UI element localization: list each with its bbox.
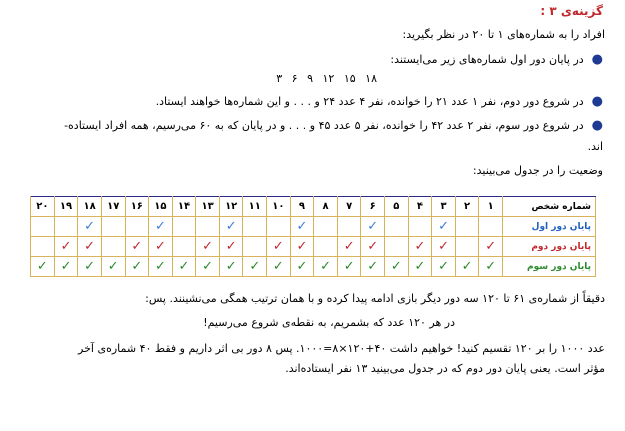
table-row bbox=[31, 217, 596, 237]
checkmark-icon: ✓ bbox=[84, 259, 96, 274]
person-number-cell: ۵ bbox=[385, 197, 409, 217]
status-cell bbox=[408, 257, 432, 277]
person-number-cell: ۱۳ bbox=[196, 197, 220, 217]
status-cell bbox=[479, 237, 503, 257]
table-intro-text: وضعیت را در جدول می‌بینید: bbox=[472, 164, 603, 177]
checkmark-icon: ✓ bbox=[225, 259, 237, 274]
checkmark-icon: ✓ bbox=[343, 239, 355, 254]
row-label-cell: پایان دور دوم bbox=[503, 237, 596, 257]
bullet-round-2 bbox=[156, 94, 603, 109]
checkmark-icon: ✓ bbox=[60, 239, 72, 254]
checkmark-icon: ✓ bbox=[390, 259, 402, 274]
row-label-cell: پایان دور سوم bbox=[503, 257, 596, 277]
person-number-cell: ۱۷ bbox=[101, 197, 125, 217]
status-cell bbox=[31, 217, 55, 237]
status-cell bbox=[385, 217, 409, 237]
checkmark-icon: ✓ bbox=[367, 259, 379, 274]
status-cell bbox=[314, 217, 338, 237]
checkmark-icon: ✓ bbox=[154, 259, 166, 274]
bullet-round-1 bbox=[390, 52, 603, 67]
checkmark-icon: ✓ bbox=[438, 239, 449, 254]
checkmark-icon: ✓ bbox=[485, 259, 497, 274]
checkmark-icon: ✓ bbox=[272, 259, 284, 274]
status-cell bbox=[455, 217, 479, 237]
status-cell bbox=[219, 217, 243, 237]
status-cell bbox=[243, 237, 267, 257]
status-cell bbox=[243, 217, 267, 237]
checkmark-icon: ✓ bbox=[343, 259, 355, 274]
status-cell bbox=[172, 257, 196, 277]
table-header-row bbox=[31, 197, 596, 217]
checkmark-icon: ✓ bbox=[36, 259, 48, 274]
checkmark-icon: ✓ bbox=[414, 239, 426, 254]
person-number-cell: ۱۰ bbox=[267, 197, 291, 217]
status-cell bbox=[290, 217, 314, 237]
status-cell bbox=[101, 237, 125, 257]
status-cell bbox=[455, 237, 479, 257]
bullet-round-3-continuation: اند. bbox=[587, 140, 603, 153]
paragraph-1: دقیقاً از شماره‌ی ۶۱ تا ۱۲۰ سه دور دیگر بازی ادامه پیدا کرده و با همان ترتیب همگی می‌نشینند. پس: bbox=[145, 292, 605, 305]
checkmark-icon: ✓ bbox=[131, 239, 143, 254]
person-number-cell: ۶ bbox=[361, 197, 385, 217]
person-number-cell: ۱ bbox=[479, 197, 503, 217]
checkmark-icon: ✓ bbox=[296, 259, 308, 274]
person-number-cell: ۱۱ bbox=[243, 197, 267, 217]
checkmark-icon: ✓ bbox=[107, 259, 119, 274]
row-label-cell: پایان دور اول bbox=[503, 217, 596, 237]
status-cell bbox=[101, 217, 125, 237]
status-cell bbox=[455, 257, 479, 277]
person-number-cell: ۳ bbox=[432, 197, 456, 217]
status-cell bbox=[314, 257, 338, 277]
status-cell bbox=[314, 237, 338, 257]
status-cell bbox=[361, 217, 385, 237]
status-cell bbox=[78, 257, 102, 277]
status-cell bbox=[290, 257, 314, 277]
header-label-cell: شماره شخص bbox=[503, 197, 596, 217]
person-number-cell: ۸ bbox=[314, 197, 338, 217]
status-cell bbox=[149, 237, 173, 257]
person-number-cell: ۱۴ bbox=[172, 197, 196, 217]
checkmark-icon: ✓ bbox=[367, 219, 379, 234]
checkmark-icon: ✓ bbox=[461, 259, 473, 274]
checkmark-icon: ✓ bbox=[296, 239, 308, 254]
person-number-cell: ۱۵ bbox=[149, 197, 173, 217]
status-cell bbox=[479, 257, 503, 277]
person-number-cell: ۱۲ bbox=[219, 197, 243, 217]
status-cell bbox=[54, 237, 78, 257]
table-row bbox=[31, 237, 596, 257]
status-cell bbox=[78, 237, 102, 257]
checkmark-icon: ✓ bbox=[225, 239, 237, 254]
paragraph-3: عدد ۱۰۰۰ را بر ۱۲۰ تقسیم کنید! خواهیم داشت ۴۰+۱۲۰×۸=۱۰۰۰. پس ۸ دور بی اثر داریم و فقط ۴۰ شماره‌ی آخر bbox=[78, 342, 605, 355]
checkmark-icon: ✓ bbox=[84, 219, 96, 234]
status-cell bbox=[337, 217, 361, 237]
person-number-cell: ۱۹ bbox=[54, 197, 78, 217]
checkmark-icon: ✓ bbox=[438, 259, 449, 274]
status-cell bbox=[290, 237, 314, 257]
bullet-text: در شروع دور سوم، نفر ۲ عدد ۴۲ را خوانده، نفر ۵ عدد ۴۵ و . . . و در پایان که به ۶۰ می‌رسیم، همه افراد ایستاده- bbox=[64, 119, 584, 132]
checkmark-icon: ✓ bbox=[485, 239, 497, 254]
bullet-dot-icon: ● bbox=[591, 52, 603, 67]
status-cell bbox=[432, 237, 456, 257]
status-cell bbox=[385, 257, 409, 277]
answer-option-heading: گزینه‌ی ۳ : bbox=[540, 4, 603, 18]
checkmark-icon: ✓ bbox=[438, 219, 449, 234]
table-row bbox=[31, 257, 596, 277]
checkmark-icon: ✓ bbox=[178, 259, 190, 274]
paragraph-2: در هر ۱۲۰ عدد که بشمریم، به نقطه‌ی شروع می‌رسیم! bbox=[203, 316, 455, 329]
person-number-cell: ۴ bbox=[408, 197, 432, 217]
status-cell bbox=[408, 217, 432, 237]
person-number-cell: ۱۶ bbox=[125, 197, 149, 217]
status-cell bbox=[337, 237, 361, 257]
status-cell bbox=[361, 257, 385, 277]
paragraph-4: مؤثر است. یعنی پایان دور دوم که در جدول می‌بینید ۱۳ نفر ایستاده‌اند. bbox=[285, 362, 605, 375]
status-cell bbox=[267, 217, 291, 237]
status-cell bbox=[432, 257, 456, 277]
status-cell bbox=[31, 257, 55, 277]
checkmark-icon: ✓ bbox=[60, 259, 72, 274]
person-number-cell: ۷ bbox=[337, 197, 361, 217]
checkmark-icon: ✓ bbox=[367, 239, 379, 254]
status-cell bbox=[172, 217, 196, 237]
person-number-cell: ۲ bbox=[455, 197, 479, 217]
status-cell bbox=[125, 257, 149, 277]
status-cell bbox=[408, 237, 432, 257]
status-table bbox=[30, 196, 596, 277]
checkmark-icon: ✓ bbox=[272, 239, 284, 254]
checkmark-icon: ✓ bbox=[249, 259, 261, 274]
person-number-cell: ۱۸ bbox=[78, 197, 102, 217]
status-cell bbox=[196, 257, 220, 277]
status-cell bbox=[149, 257, 173, 277]
status-cell bbox=[54, 257, 78, 277]
status-cell bbox=[219, 237, 243, 257]
status-cell bbox=[196, 217, 220, 237]
checkmark-icon: ✓ bbox=[414, 259, 426, 274]
status-cell bbox=[243, 257, 267, 277]
status-cell bbox=[125, 237, 149, 257]
bullet-dot-icon: ● bbox=[591, 94, 603, 109]
checkmark-icon: ✓ bbox=[154, 219, 166, 234]
status-cell bbox=[267, 237, 291, 257]
status-cell bbox=[479, 217, 503, 237]
status-cell bbox=[432, 217, 456, 237]
status-cell bbox=[267, 257, 291, 277]
checkmark-icon: ✓ bbox=[154, 239, 166, 254]
status-cell bbox=[361, 237, 385, 257]
status-cell bbox=[149, 217, 173, 237]
person-number-cell: ۲۰ bbox=[31, 197, 55, 217]
intro-text: افراد را به شماره‌های ۱ تا ۲۰ در نظر بگیرید: bbox=[402, 28, 605, 41]
status-cell bbox=[78, 217, 102, 237]
checkmark-icon: ✓ bbox=[84, 239, 96, 254]
bullet-text: در شروع دور دوم، نفر ۱ عدد ۲۱ را خوانده، نفر ۴ عدد ۲۴ و . . . و این شماره‌ها خواهند ایستاد. bbox=[155, 95, 584, 108]
round-1-sequence: ۱۸ ۱۵ ۱۲ ۹ ۶ ۳ bbox=[276, 72, 377, 85]
status-cell bbox=[31, 237, 55, 257]
status-cell bbox=[385, 237, 409, 257]
checkmark-icon: ✓ bbox=[131, 259, 143, 274]
checkmark-icon: ✓ bbox=[202, 239, 214, 254]
status-cell bbox=[337, 257, 361, 277]
status-cell bbox=[219, 257, 243, 277]
bullet-text: در پایان دور اول شماره‌های زیر می‌ایستند: bbox=[390, 53, 584, 66]
bullet-dot-icon: ● bbox=[591, 118, 603, 133]
status-cell bbox=[101, 257, 125, 277]
checkmark-icon: ✓ bbox=[296, 219, 308, 234]
person-number-cell: ۹ bbox=[290, 197, 314, 217]
checkmark-icon: ✓ bbox=[225, 219, 237, 234]
status-cell bbox=[172, 237, 196, 257]
checkmark-icon: ✓ bbox=[202, 259, 214, 274]
status-cell bbox=[196, 237, 220, 257]
status-cell bbox=[54, 217, 78, 237]
status-cell bbox=[125, 217, 149, 237]
bullet-round-3 bbox=[64, 118, 603, 133]
checkmark-icon: ✓ bbox=[320, 259, 331, 274]
